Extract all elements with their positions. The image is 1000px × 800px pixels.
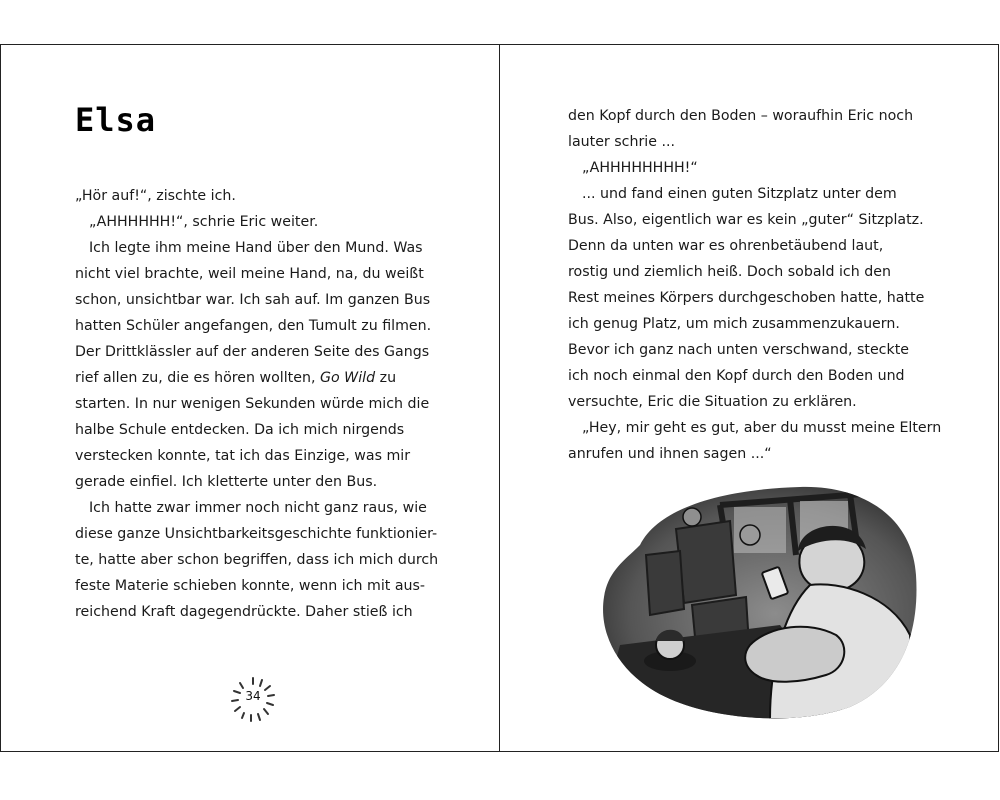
text-line: verstecken konnte, tat ich das Einzige, was mir — [75, 448, 411, 464]
chapter-title: Elsa — [75, 101, 157, 139]
text-line: hatten Schüler angefangen, den Tumult zu filmen. — [75, 318, 432, 334]
left-page-text — [75, 183, 438, 625]
text-line: ich genug Platz, um mich zusammenzukauern. — [568, 316, 900, 332]
text-line: ... und fand einen guten Sitzplatz unter dem — [582, 186, 897, 202]
text-line: halbe Schule entdecken. Da ich mich nirgends — [75, 422, 405, 438]
right-page-text — [568, 103, 941, 467]
text-line: versuchte, Eric die Situation zu erklären. — [568, 394, 857, 410]
page-number-badge — [227, 674, 279, 724]
text-line: gerade einfiel. Ich kletterte unter den Bus. — [75, 474, 378, 490]
text-line: Ich hatte zwar immer noch nicht ganz raus, wie — [89, 500, 427, 516]
text-line: „Hey, mir geht es gut, aber du musst meine Eltern — [582, 420, 942, 436]
text-line: diese ganze Unsichtbarkeitsgeschichte funktionier- — [75, 526, 438, 542]
text-line: Ich legte ihm meine Hand über den Mund. Was — [89, 240, 423, 256]
text-line-mixed — [75, 365, 438, 391]
text-line: feste Materie schieben konnte, wenn ich mit aus- — [75, 578, 426, 594]
text-segment: zu — [379, 370, 397, 386]
text-line: te, hatte aber schon begriffen, dass ich mich durch — [75, 552, 439, 568]
right-page — [500, 45, 998, 751]
text-line: den Kopf durch den Boden – woraufhin Eric noch — [568, 108, 914, 124]
text-line: reichend Kraft dagegendrückte. Daher stieß ich — [75, 604, 413, 620]
left-page — [1, 45, 499, 751]
text-line: „AHHHHHH!“, schrie Eric weiter. — [89, 214, 319, 230]
text-line: lauter schrie ... — [568, 134, 675, 150]
text-line: Bevor ich ganz nach unten verschwand, steckte — [568, 342, 909, 358]
page-number: 34 — [245, 689, 261, 703]
text-line: starten. In nur wenigen Sekunden würde mich die — [75, 396, 430, 412]
text-line: ich noch einmal den Kopf durch den Boden und — [568, 368, 905, 384]
text-line: rostig und ziemlich heiß. Doch sobald ich den — [568, 264, 891, 280]
text-line: Denn da unten war es ohrenbetäubend laut, — [568, 238, 884, 254]
text-line: Der Drittklässler auf der anderen Seite des Gangs — [75, 344, 430, 360]
text-line: schon, unsichtbar war. Ich sah auf. Im ganzen Bus — [75, 292, 431, 308]
game-title-text: Go Wild — [320, 370, 376, 386]
text-line: „Hör auf!“, zischte ich. — [75, 188, 236, 204]
text-line: Rest meines Körpers durchgeschoben hatte, hatte — [568, 290, 925, 306]
text-line: anrufen und ihnen sagen ...“ — [568, 446, 772, 462]
text-segment: rief allen zu, die es hören wollten, — [75, 370, 316, 386]
bus-illustration — [600, 485, 918, 719]
book-spread — [0, 44, 999, 752]
text-line: Bus. Also, eigentlich war es kein „guter“ Sitzplatz. — [568, 212, 924, 228]
text-line: „AHHHHHHHH!“ — [582, 160, 698, 176]
text-line: nicht viel brachte, weil meine Hand, na, du weißt — [75, 266, 424, 282]
